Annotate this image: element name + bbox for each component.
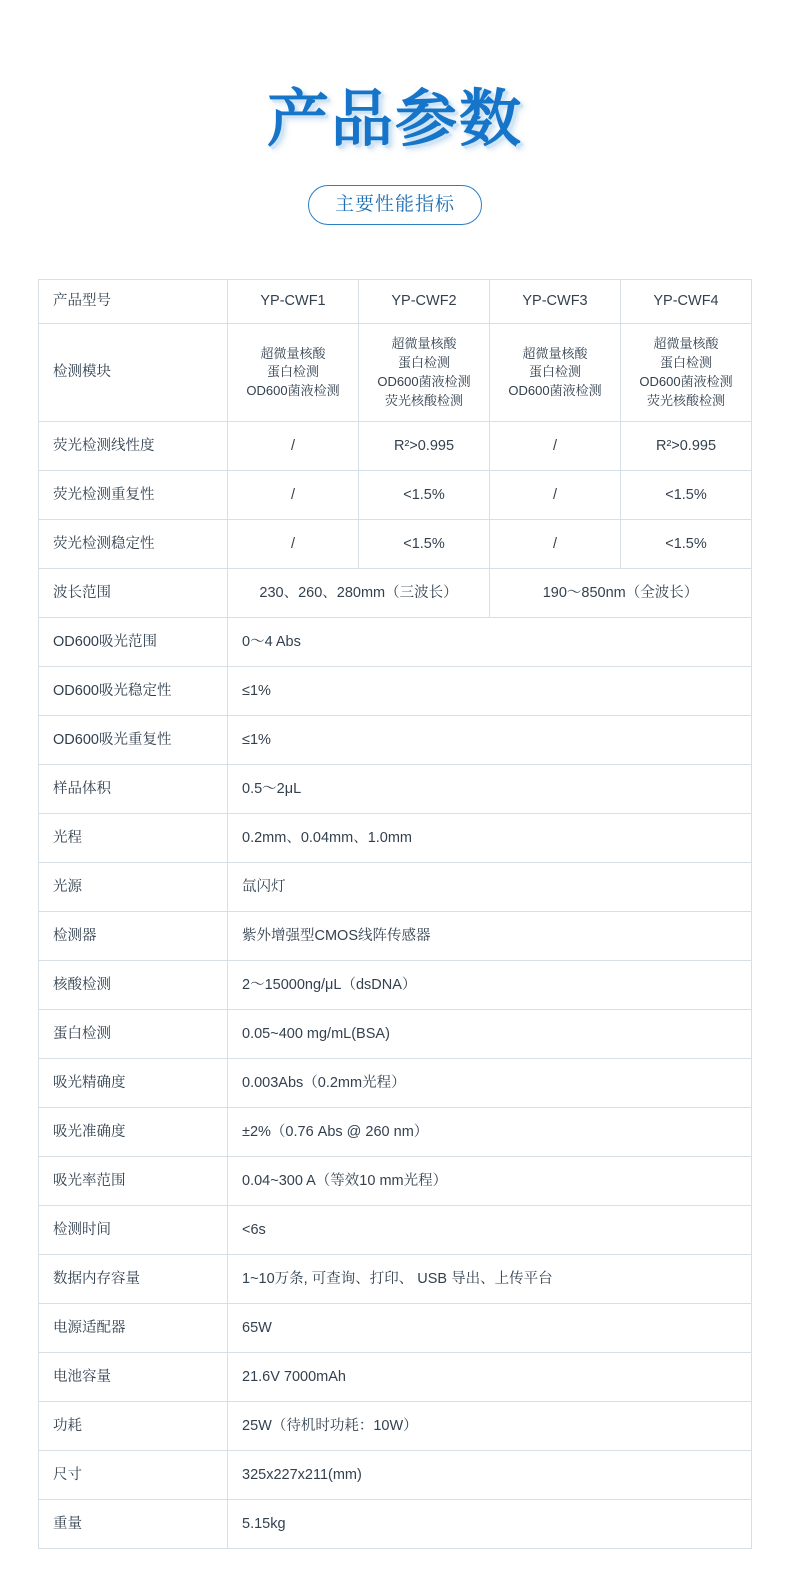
row-value: 0.003Abs（0.2mm光程） xyxy=(228,1059,752,1108)
subtitle-block xyxy=(38,185,752,225)
row-value: / xyxy=(228,422,359,471)
module-line: 蛋白检测 xyxy=(397,354,450,370)
row-value: 紫外增强型CMOS线阵传感器 xyxy=(228,912,752,961)
spec-table-wrap xyxy=(38,279,752,1549)
subtitle-pill: 主要性能指标 xyxy=(308,185,482,225)
module-cell-2 xyxy=(359,324,490,422)
table-row xyxy=(39,1402,752,1451)
row-label: 光源 xyxy=(39,863,228,912)
module-line: OD600菌液检测 xyxy=(639,373,733,389)
module-line: 蛋白检测 xyxy=(659,354,712,370)
module-line: 超微量核酸 xyxy=(522,345,588,361)
row-value: / xyxy=(228,471,359,520)
row-label: OD600吸光范围 xyxy=(39,618,228,667)
module-line: OD600菌液检测 xyxy=(246,383,340,399)
module-line: OD600菌液检测 xyxy=(377,373,471,389)
table-row xyxy=(39,471,752,520)
table-row xyxy=(39,1059,752,1108)
module-line: 超微量核酸 xyxy=(653,336,719,352)
table-row xyxy=(39,569,752,618)
table-row xyxy=(39,667,752,716)
row-label: 检测模块 xyxy=(39,324,228,422)
row-value: 5.15kg xyxy=(228,1500,752,1549)
table-row xyxy=(39,1108,752,1157)
title-block xyxy=(38,0,752,155)
module-line: 超微量核酸 xyxy=(391,336,457,352)
row-label: 产品型号 xyxy=(39,280,228,324)
row-value: <1.5% xyxy=(621,471,752,520)
row-value: / xyxy=(228,520,359,569)
table-row xyxy=(39,1451,752,1500)
row-value: 0.04~300 A（等效10 mm光程） xyxy=(228,1157,752,1206)
table-row xyxy=(39,280,752,324)
row-value: 2～15000ng/μL（dsDNA） xyxy=(228,961,752,1010)
model-cell-4: YP-CWF4 xyxy=(621,280,752,324)
module-cell-1 xyxy=(228,324,359,422)
table-row xyxy=(39,324,752,422)
row-value: 0.05~400 mg/mL(BSA) xyxy=(228,1010,752,1059)
row-label: 检测时间 xyxy=(39,1206,228,1255)
row-label: 蛋白检测 xyxy=(39,1010,228,1059)
row-value: ±2%（0.76 Abs @ 260 nm） xyxy=(228,1108,752,1157)
table-row xyxy=(39,1255,752,1304)
row-label: 尺寸 xyxy=(39,1451,228,1500)
row-value: 0～4 Abs xyxy=(228,618,752,667)
table-row xyxy=(39,765,752,814)
module-line: 蛋白检测 xyxy=(266,364,319,380)
row-label: 波长范围 xyxy=(39,569,228,618)
table-row xyxy=(39,1157,752,1206)
row-label: 荧光检测重复性 xyxy=(39,471,228,520)
page-title: 产品参数 xyxy=(266,82,523,155)
table-row xyxy=(39,716,752,765)
spec-table xyxy=(38,279,752,1549)
row-label: 吸光准确度 xyxy=(39,1108,228,1157)
table-row xyxy=(39,520,752,569)
row-label: 荧光检测线性度 xyxy=(39,422,228,471)
row-label: 吸光率范围 xyxy=(39,1157,228,1206)
table-row xyxy=(39,961,752,1010)
row-value: 氙闪灯 xyxy=(228,863,752,912)
row-label: 核酸检测 xyxy=(39,961,228,1010)
module-line: 荧光核酸检测 xyxy=(646,392,725,408)
row-value: <1.5% xyxy=(621,520,752,569)
row-value: R²>0.995 xyxy=(621,422,752,471)
row-label: OD600吸光稳定性 xyxy=(39,667,228,716)
row-value: <6s xyxy=(228,1206,752,1255)
table-row xyxy=(39,618,752,667)
row-value: <1.5% xyxy=(359,520,490,569)
table-row xyxy=(39,1353,752,1402)
row-value: <1.5% xyxy=(359,471,490,520)
model-cell-1: YP-CWF1 xyxy=(228,280,359,324)
module-cell-3 xyxy=(490,324,621,422)
row-value: 325x227x211(mm) xyxy=(228,1451,752,1500)
row-value: / xyxy=(490,422,621,471)
row-label: 电源适配器 xyxy=(39,1304,228,1353)
module-line: 蛋白检测 xyxy=(528,364,581,380)
row-value: ≤1% xyxy=(228,667,752,716)
row-label: 电池容量 xyxy=(39,1353,228,1402)
model-cell-3: YP-CWF3 xyxy=(490,280,621,324)
row-label: 样品体积 xyxy=(39,765,228,814)
table-row xyxy=(39,1206,752,1255)
row-label: 重量 xyxy=(39,1500,228,1549)
wavelength-right: 190～850nm（全波长） xyxy=(490,569,752,618)
module-line: 超微量核酸 xyxy=(260,345,326,361)
row-value: ≤1% xyxy=(228,716,752,765)
model-cell-2: YP-CWF2 xyxy=(359,280,490,324)
row-value: / xyxy=(490,520,621,569)
row-label: 荧光检测稳定性 xyxy=(39,520,228,569)
wavelength-left: 230、260、280mm（三波长） xyxy=(228,569,490,618)
row-value: / xyxy=(490,471,621,520)
row-value: 25W（待机时功耗：10W） xyxy=(228,1402,752,1451)
row-value: 0.5～2μL xyxy=(228,765,752,814)
row-value: 0.2mm、0.04mm、1.0mm xyxy=(228,814,752,863)
row-label: 光程 xyxy=(39,814,228,863)
row-label: 检测器 xyxy=(39,912,228,961)
table-row xyxy=(39,814,752,863)
table-row xyxy=(39,1500,752,1549)
row-label: 功耗 xyxy=(39,1402,228,1451)
table-row xyxy=(39,863,752,912)
row-label: 吸光精确度 xyxy=(39,1059,228,1108)
row-value: 1~10万条, 可查询、打印、 USB 导出、上传平台 xyxy=(228,1255,752,1304)
table-row xyxy=(39,422,752,471)
row-label: OD600吸光重复性 xyxy=(39,716,228,765)
row-value: 21.6V 7000mAh xyxy=(228,1353,752,1402)
table-row xyxy=(39,1304,752,1353)
table-row xyxy=(39,912,752,961)
module-line: 荧光核酸检测 xyxy=(384,392,463,408)
spec-table-body xyxy=(39,280,752,1549)
module-cell-4 xyxy=(621,324,752,422)
row-value: R²>0.995 xyxy=(359,422,490,471)
row-value: 65W xyxy=(228,1304,752,1353)
module-line: OD600菌液检测 xyxy=(508,383,602,399)
row-label: 数据内存容量 xyxy=(39,1255,228,1304)
table-row xyxy=(39,1010,752,1059)
